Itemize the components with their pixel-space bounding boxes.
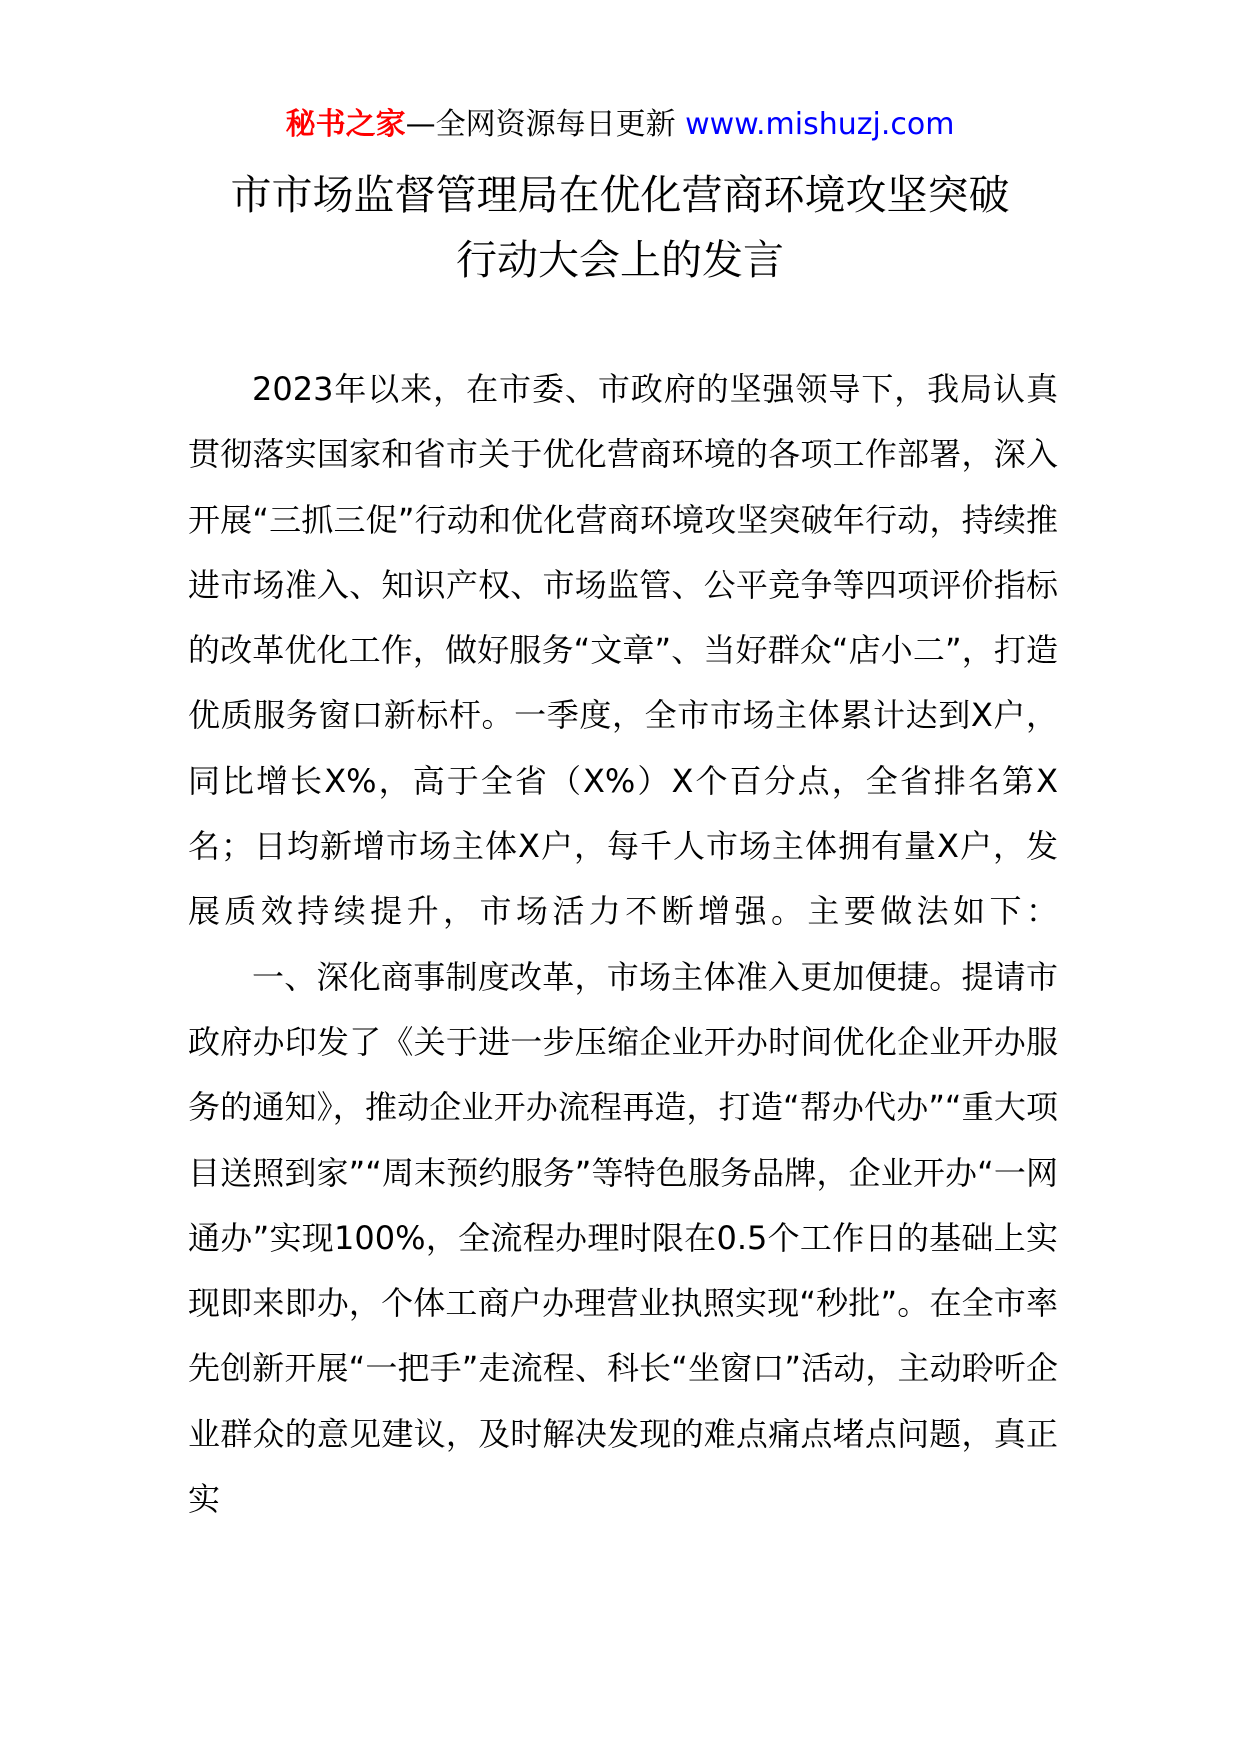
brand-slogan: —全网资源每日更新 — [405, 107, 676, 142]
paragraph-intro: 2023年以来，在市委、市政府的坚强领导下，我局认真贯彻落实国家和省市关于优化营商环境的各项工作部署，深入开展“三抓三促”行动和优化营商环境攻坚突破年行动，持续推进市场准入、知识产权、市场监管、公平竞争等四项评价指标的改革优化工作，做好服务“文章”、当好群众“店小二”，打造优质服务窗口新标杆。一季度，全市市场主体累计达到X户，同比增长X%，高于全省（X%）X个百分点，全省排名第X名；日均新增市场主体X户，每千人市场主体拥有量X户，发展质效持续提升，市场活力不断增强。主要做法如下： — [188, 370, 1058, 931]
document-body — [188, 357, 1058, 1532]
brand-name: 秘书之家 — [285, 107, 406, 142]
watermark-header — [0, 100, 1240, 150]
site-link[interactable]: www.mishuzj.com — [685, 107, 955, 142]
document-title — [0, 163, 1240, 293]
title-line-1: 市市场监督管理局在优化营商环境攻坚突破 — [230, 171, 1010, 219]
paragraph-section-1: 一、深化商事制度改革，市场主体准入更加便捷。提请市政府办印发了《关于进一步压缩企业开办时间优化企业开办服务的通知》，推动企业开办流程再造，打造“帮办代办”“重大项目送照到家”“周末预约服务”等特色服务品牌，企业开办“一网通办”实现100%，全流程办理时限在0.5个工作日的基础上实现即来即办，个体工商户办理营业执照实现“秒批”。在全市率先创新开展“一把手”走流程、科长“坐窗口”活动，主动聆听企业群众的意见建议，及时解决发现的难点痛点堵点问题，真正实 — [188, 957, 1058, 1519]
title-line-2: 行动大会上的发言 — [456, 236, 784, 284]
